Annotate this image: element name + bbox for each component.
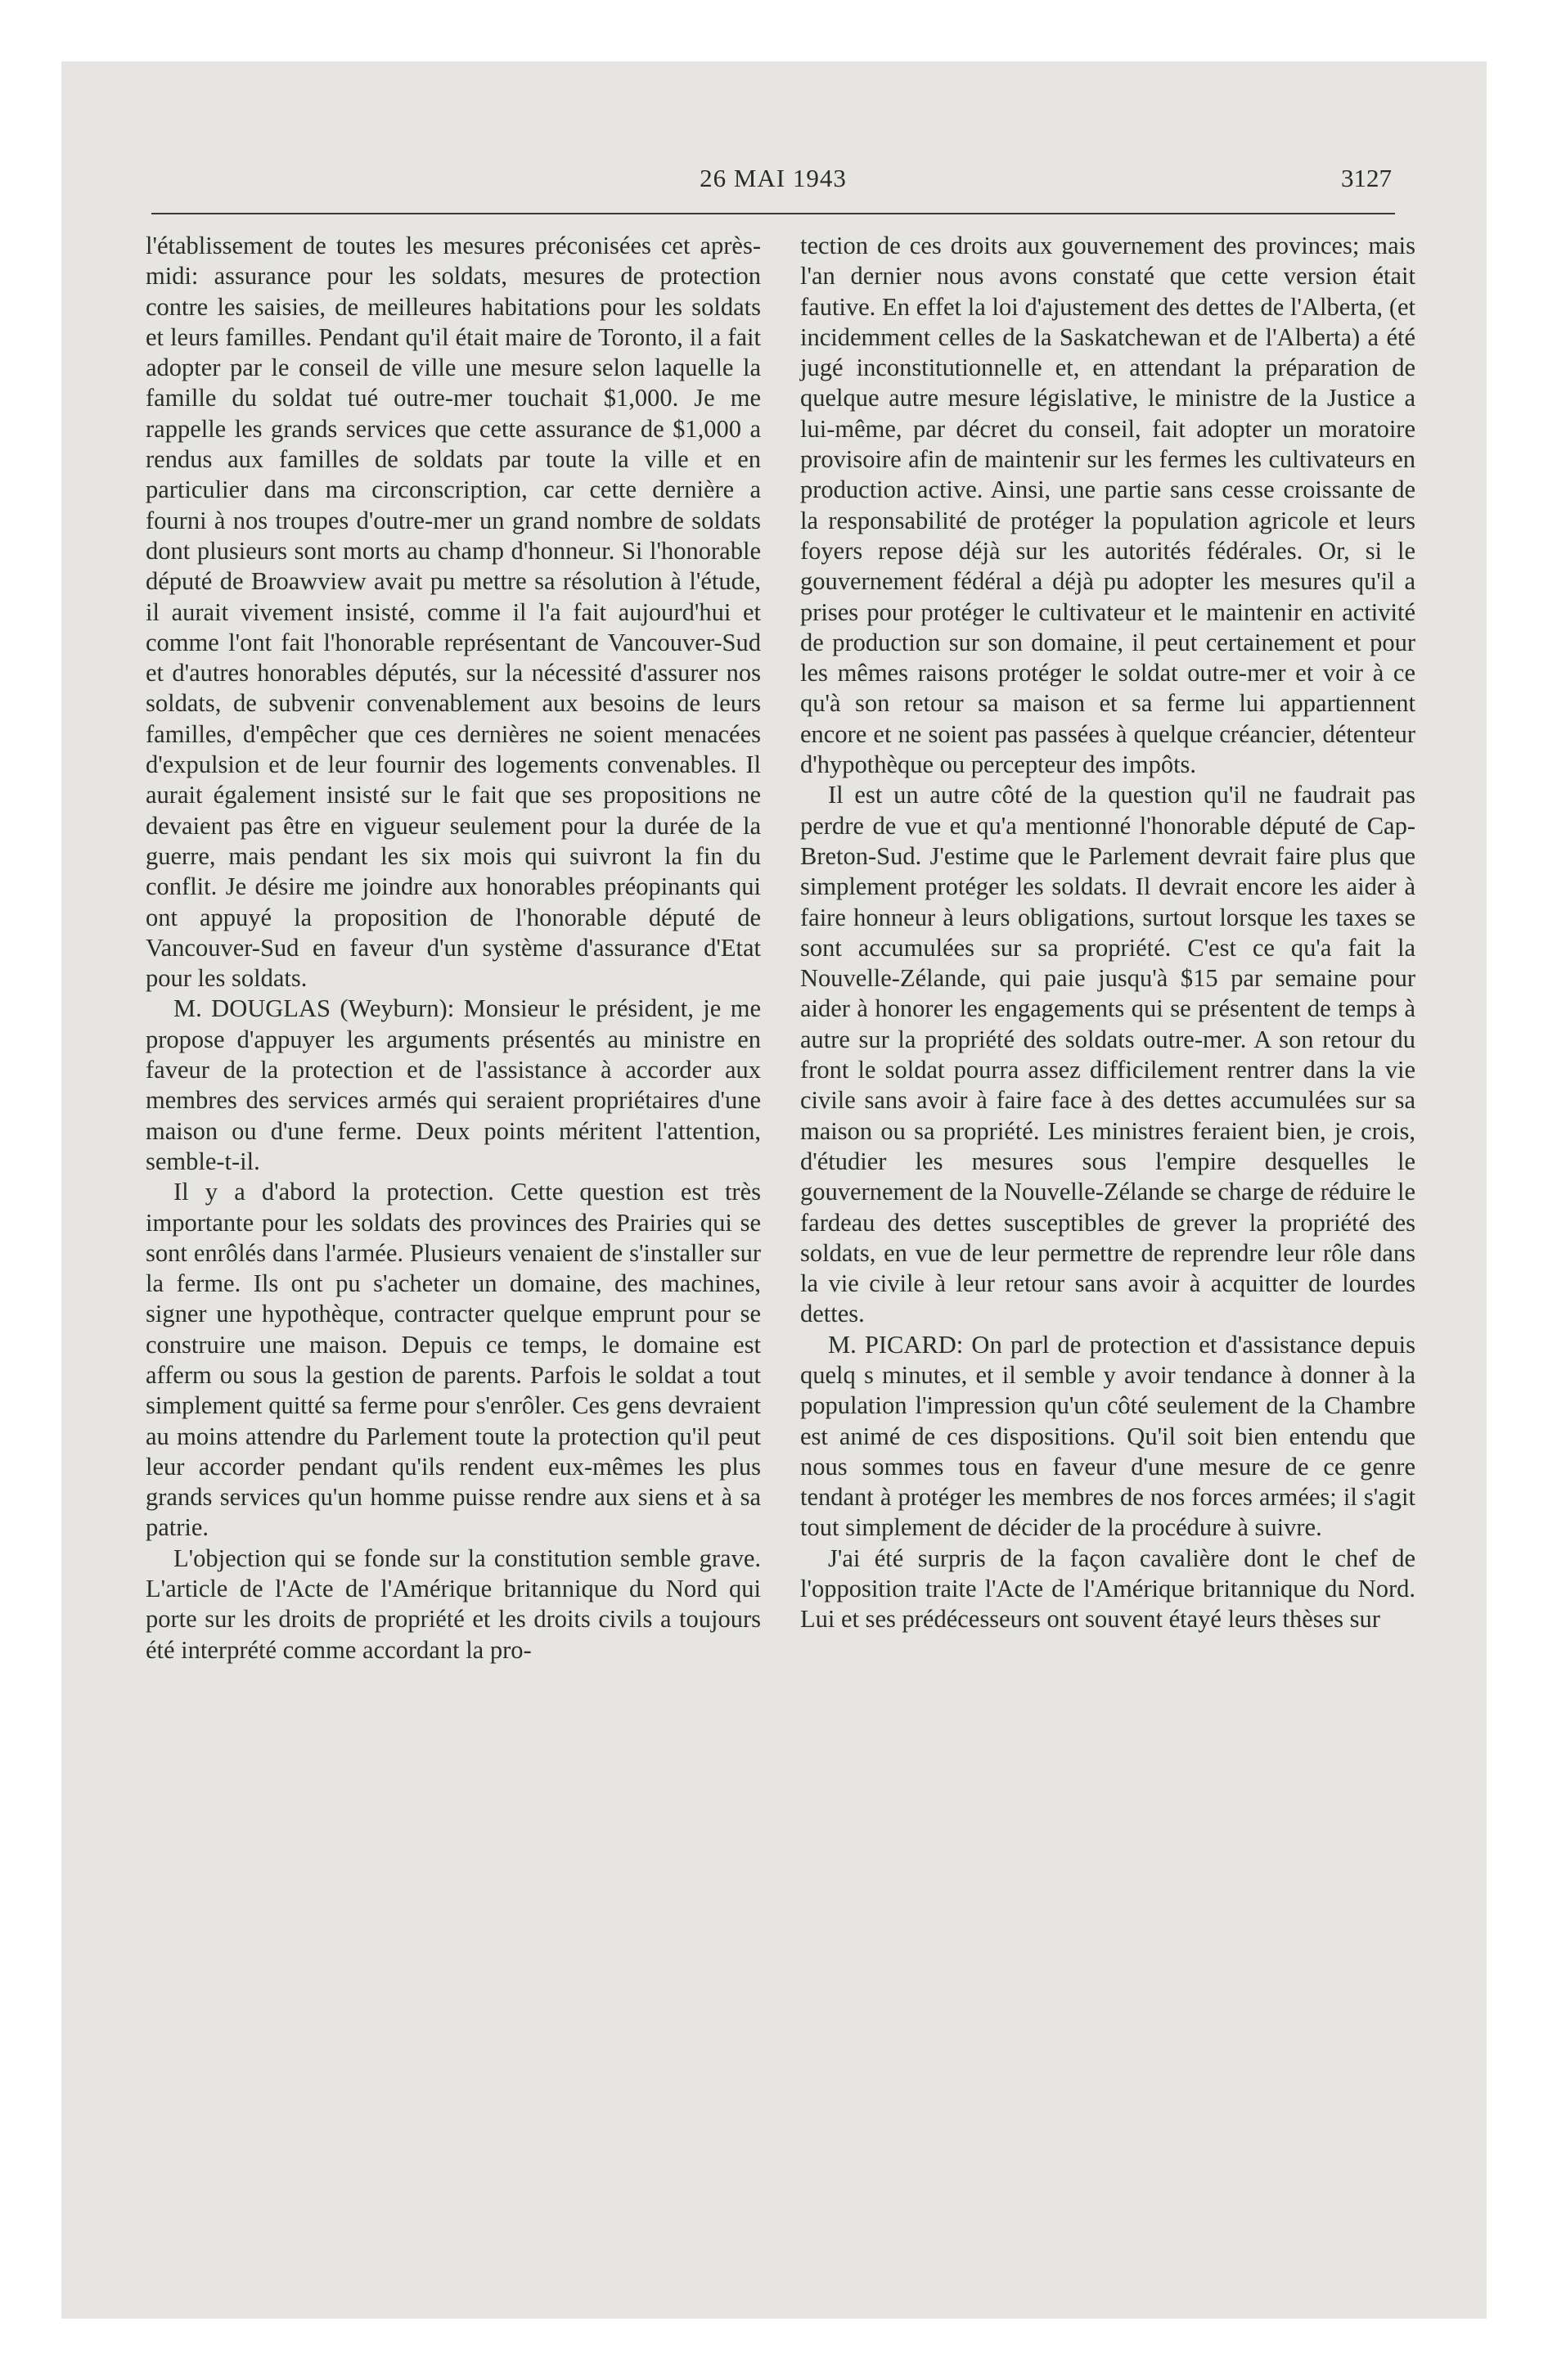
paragraph: Il y a d'abord la protection. Cette question est très importante pour les soldats des provinces des Prairies qui se sont enrôlés dans l'armée. Plusieurs venaient de s'installer sur la ferme. Ils ont pu s'acheter un domaine, des machines, signer une hypothèque, contracter quelque emprunt pour se construire une maison. Depuis ce temps, le domaine est afferm ou sous la gestion de parents. Parfois le soldat a tout simplement quitté sa ferme pour s'enrôler. Ces gens devraient au moins attendre du Parlement toute la protection qu'il peut leur accorder pendant qu'ils rendent eux-mêmes les plus grands services qu'un homme puisse rendre aux siens et à sa patrie. — [146, 1178, 761, 1542]
header-rule — [151, 213, 1395, 214]
paragraph: Il est un autre côté de la question qu'il ne faudrait pas perdre de vue et qu'a mentionné l'honorable député de Cap-Breton-Sud. J'estime que le Parlement devrait faire plus que simplement protéger les soldats. Il devrait encore les aider à faire honneur à leurs obligations, surtout lorsque les taxes se sont accumulées sur sa propriété. C'est ce qu'a fait la Nouvelle-Zélande, qui paie jusqu'à $15 par semaine pour aider à honorer les engagements qui se présentent de temps à autre sur la propriété des soldats outre-mer. A son retour du front le soldat pourra assez difficilement rentrer dans la vie civile sans avoir à faire face à des dettes accumulées sur sa maison ou sa propriété. Les ministres feraient bien, je crois, d'étudier les mesures sous l'empire desquelles le gouvernement de la Nouvelle-Zélande se charge de réduire le fardeau des dettes susceptibles de grever la propriété des soldats, en vue de leur permettre de reprendre leur rôle dans la vie civile à leur retour sans avoir à acquitter de lourdes dettes. — [800, 781, 1415, 1328]
page-number: 3127 — [1341, 164, 1392, 192]
page-header — [151, 164, 1395, 205]
right-column — [800, 231, 1415, 1635]
paragraph: L'objection qui se fonde sur la constitution semble grave. L'article de l'Acte de l'Amérique britannique du Nord qui porte sur les droits de propriété et les droits civils a toujours été interprété comme accordant la pro- — [146, 1544, 761, 1664]
header-date: 26 MAI 1943 — [700, 164, 847, 192]
paragraph: l'établissement de toutes les mesures préconisées cet après-midi: assurance pour les soldats, mesures de protection contre les saisies, de meilleures habitations pour les soldats et leurs familles. Pendant qu'il était maire de Toronto, il a fait adopter par le conseil de ville une mesure selon laquelle la famille du soldat tué outre-mer touchait $1,000. Je me rappelle les grands services que cette assurance de $1,000 a rendus aux familles de soldats par toute la ville et en particulier dans ma circonscription, car cette dernière a fourni à nos troupes d'outre-mer un grand nombre de soldats dont plusieurs sont morts au champ d'honneur. Si l'honorable député de Broawview avait pu mettre sa résolution à l'étude, il aurait vivement insisté, comme il l'a fait aujourd'hui et comme l'ont fait l'honorable représentant de Vancouver-Sud et d'autres honorables députés, sur la nécessité d'assurer nos soldats, de subvenir convenablement aux besoins de leurs familles, d'empêcher que ces dernières ne soient menacées d'expulsion et de leur fournir des logements convenables. Il aurait également insisté sur le fait que ses propositions ne devaient pas être en vigueur seulement pour la durée de la guerre, mais pendant les six mois qui suivront la fin du conflit. Je désire me joindre aux honorables préopinants qui ont appuyé la proposition de l'honorable député de Vancouver-Sud en faveur d'un système d'assurance d'Etat pour les soldats. — [146, 232, 761, 993]
paragraph: M. PICARD: On parl de protection et d'assistance depuis quelq s minutes, et il semble y avoir tendance à donner à la population l'impression qu'un côté seulement de la Chambre est animé de ces dispositions. Qu'il soit bien entendu que nous sommes tous en faveur d'une mesure de ce genre tendant à protéger les membres de nos forces armées; il s'agit tout simplement de décider de la procédure à suivre. — [800, 1330, 1415, 1542]
paragraph: tection de ces droits aux gouvernement des provinces; mais l'an dernier nous avons constaté que cette version était fautive. En effet la loi d'ajustement des dettes de l'Alberta, (et incidemment celles de la Saskatchewan et de l'Alberta) a été jugé inconstitutionnelle et, en attendant la préparation de quelque autre mesure législative, le ministre de la Justice a lui-même, par décret du conseil, fait adopter un moratoire provisoire afin de maintenir sur les fermes les cultivateurs en production active. Ainsi, une partie sans cesse croissante de la responsabilité de protéger la population agricole et leurs foyers repose déjà sur les autorités fédérales. Or, si le gouvernement fédéral a déjà pu adopter les mesures qu'il a prises pour protéger le cultivateur et le maintenir en activité de production sur son domaine, il peut certainement et pour les mêmes raisons protéger le soldat outre-mer et voir à ce qu'à son retour sa maison et sa ferme lui appartiennent encore et ne soient pas passées à quelque créancier, détenteur d'hypothèque ou percepteur des impôts. — [800, 232, 1415, 779]
left-column — [146, 231, 761, 1666]
paragraph: J'ai été surpris de la façon cavalière dont le chef de l'opposition traite l'Acte de l'Amérique britannique du Nord. Lui et ses prédécesseurs ont souvent étayé leurs thèses sur — [800, 1544, 1415, 1634]
paragraph: M. DOUGLAS (Weyburn): Monsieur le président, je me propose d'appuyer les arguments présentés au ministre en faveur de la protection et de l'assistance à accorder aux membres des services armés qui seraient propriétaires d'une maison ou d'une ferme. Deux points méritent l'attention, semble-t-il. — [146, 994, 761, 1175]
